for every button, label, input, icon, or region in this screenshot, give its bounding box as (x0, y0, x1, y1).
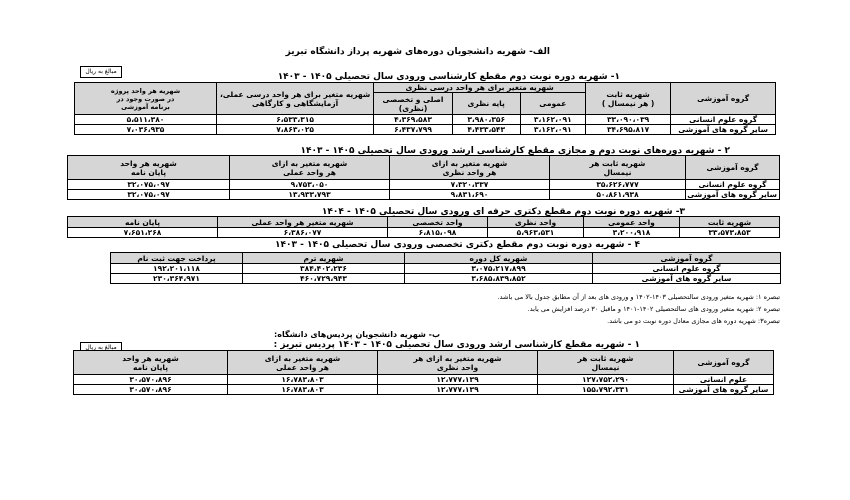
s2-row1-thesis: ۳۲،۰۷۵،۰۹۷ (68, 180, 230, 190)
s3-row-thesis: ۷،۶۵۱،۲۶۸ (68, 228, 218, 238)
s1-row1-practical: ۶،۵۳۳،۳۱۵ (217, 115, 374, 125)
s3-row-fixed: ۳۳،۵۷۳،۸۵۳ (680, 228, 780, 238)
sb-row2-group: سایر گروه های آموزشی (674, 385, 774, 395)
s3-row-theory: ۵،۹۶۳،۵۳۱ (488, 228, 584, 238)
note-1: تبصره ۱: شهریه متغیر ورودی سالتحصیلی ۱۴۰۳-۱۴۰۲ و ورودی های بعد از آن مطابق جدول بالا می باشد. (497, 293, 780, 301)
page-title: الف- شهریه دانشجویان دوره‌های شهریه پرداز دانشگاه تبریز (285, 47, 550, 57)
s2-row2-practical: ۱۳،۹۳۳،۷۹۳ (230, 190, 390, 200)
table-row (111, 274, 781, 284)
s4-header-group: گروه آموزشی (593, 253, 781, 264)
section3-table (67, 216, 780, 238)
s3-header-thesis: پایان نامه (68, 217, 218, 228)
s4-row1-registration: ۱۹۲،۲۰۱،۱۱۸ (111, 264, 243, 274)
s4-row1-total: ۳،۰۷۵،۲۱۷،۸۹۹ (405, 264, 593, 274)
s4-row2-term: ۴۶۰،۷۲۹،۹۴۳ (243, 274, 405, 284)
table-row (68, 228, 780, 238)
s2-header-thesis: شهریه هر واحد پایان نامه (68, 156, 230, 180)
sb-row1-fixed: ۱۲۷،۷۵۲،۲۹۰ (538, 375, 674, 385)
s1-row2-general: ۳،۱۶۲،۰۹۱ (520, 125, 586, 135)
s2-row2-thesis: ۳۲،۰۷۵،۰۹۷ (68, 190, 230, 200)
s1-header-fixed: شهریه ثابت ( هر نیمسال ) (586, 83, 671, 115)
s2-header-practical: شهریه متغیر به ازای هر واحد عملی (230, 156, 390, 180)
s1-row1-group: گروه علوم انسانی (671, 115, 776, 125)
sb-row1-practical: ۱۶،۷۸۳،۸۰۳ (228, 375, 378, 385)
table-row (75, 115, 776, 125)
sectionB-heading: ب- شهریه دانشجویان پردیس‌های دانشگاه: (274, 330, 440, 339)
table-row (68, 190, 780, 200)
amount-unit-label-bottom: مبالغ به ریال (80, 342, 122, 354)
section3-title: ۳- شهریه دوره نوبت دوم مقطع دکتری حرفه ای ورودی سال تحصیلی ۱۴۰۵ - ۱۴۰۴ (321, 207, 685, 217)
s3-row-general: ۳،۲۰۰،۹۱۸ (584, 228, 680, 238)
sb-header-practical: شهریه متغیر به ازای هر واحد عملی (228, 351, 378, 375)
s4-row1-group: گروه علوم انسانی (593, 264, 781, 274)
s1-header-variable-course: شهریه متغیر برای هر واحد درسی نظری (374, 83, 586, 93)
s1-row1-fixed: ۳۳،۰۹۰،۰۳۹ (586, 115, 671, 125)
s3-row-core: ۶،۸۱۵،۰۹۸ (388, 228, 488, 238)
s2-header-group: گروه آموزشی (686, 156, 780, 180)
sectionB-table (73, 350, 774, 395)
s4-header-registration: پرداخت جهت ثبت نام (111, 253, 243, 264)
sb-row1-group: علوم انسانی (674, 375, 774, 385)
s1-row1-basic: ۳،۹۸۰،۳۵۶ (452, 115, 520, 125)
s1-row2-core: ۶،۴۳۷،۷۹۹ (374, 125, 453, 135)
s3-header-core: واحد تخصصی (388, 217, 488, 228)
s1-row1-general: ۳،۱۶۲،۰۹۱ (520, 115, 586, 125)
s1-header-project: شهریه هر واحد پروژه در صورت وجود در برنامه آموزشی (75, 83, 217, 115)
sb-row1-thesis: ۳۰،۵۷۰،۸۹۶ (74, 375, 228, 385)
s3-header-general: واحد عمومی (584, 217, 680, 228)
s1-row1-project: ۵،۵۱۱،۳۸۰ (75, 115, 217, 125)
note-2: تبصره ۲: شهریه متغیر ورودی های سالتحصیلی ۱۴۰۲-۱۴۰۱ و ماقبل ۳۰ درصد افزایش می یابد. (527, 305, 780, 313)
s2-row1-group: گروه علوم انسانی (686, 180, 780, 190)
s2-row2-fixed: ۵۰،۸۶۱،۹۳۸ (550, 190, 686, 200)
s1-row2-basic: ۴،۴۳۳،۵۴۳ (452, 125, 520, 135)
section1-table (74, 82, 776, 135)
table-row (68, 180, 780, 190)
s3-header-fixed: شهریه ثابت (680, 217, 780, 228)
s2-row2-theory: ۹،۸۳۱،۶۹۰ (390, 190, 550, 200)
s4-header-term: شهریه ترم (243, 253, 405, 264)
table-row (74, 375, 774, 385)
s3-row-practical: ۶،۳۸۶،۰۷۷ (218, 228, 388, 238)
s2-row1-fixed: ۳۵،۶۲۶،۷۷۷ (550, 180, 686, 190)
s2-header-fixed: شهریه ثابت هر نیمسال (550, 156, 686, 180)
section4-table (110, 252, 781, 284)
s1-header-practical: شهریه متغیر برای هر واحد درسی عملی، آزمایشگاهی و کارگاهی (217, 83, 374, 115)
table-row (74, 385, 774, 395)
s1-row2-project: ۷،۰۳۶،۹۳۵ (75, 125, 217, 135)
sb-row2-theory: ۱۲،۷۷۷،۱۳۹ (378, 385, 538, 395)
note-3: تبصره۳: شهریه دوره های مجازی معادل دوره نوبت دو می باشد. (607, 317, 780, 325)
section4-title: ۴ - شهریه دوره نوبت دوم مقطع دکتری تخصصی ورودی سال تحصیلی ۱۴۰۵ - ۱۴۰۳ (274, 240, 640, 250)
s3-header-practical: شهریه متغیر هر واحد عملی (218, 217, 388, 228)
s1-row2-practical: ۷،۸۶۳،۰۲۵ (217, 125, 374, 135)
s1-row1-core: ۴،۳۶۹،۵۸۳ (374, 115, 453, 125)
sb-header-theory: شهریه متغیر به ازای هر واحد نظری (378, 351, 538, 375)
sb-row2-thesis: ۳۰،۵۷۰،۸۹۶ (74, 385, 228, 395)
sb-header-thesis: شهریه هر واحد پایان نامه (74, 351, 228, 375)
sb-header-group: گروه آموزشی (674, 351, 774, 375)
sb-header-fixed: شهریه ثابت هر نیمسال (538, 351, 674, 375)
section2-title: ۲ - شهریه دوره‌های نوبت دوم و مجازی مقطع کارشناسی ارشد ورودی سال تحصیلی ۱۴۰۵ - ۱۴۰۳ (300, 146, 730, 156)
table-row (111, 264, 781, 274)
section2-table (67, 155, 780, 200)
s4-header-total: شهریه کل دوره (405, 253, 593, 264)
s3-header-theory: واحد نظری (488, 217, 584, 228)
sb-row2-fixed: ۱۵۵،۷۹۲،۳۳۱ (538, 385, 674, 395)
s2-row1-practical: ۹،۷۵۳،۰۵۰ (230, 180, 390, 190)
s2-row2-group: سایر گروه های آموزشی (686, 190, 780, 200)
section1-title: ۱- شهریه دوره نوبت دوم مقطع کارشناسی ورودی سال تحصیلی ۱۴۰۵ - ۱۴۰۳ (277, 72, 620, 82)
sb-row1-theory: ۱۲،۷۷۷،۱۳۹ (378, 375, 538, 385)
s4-row2-group: سایر گروه های آموزشی (593, 274, 781, 284)
amount-unit-label-top: مبالغ به ریال (80, 66, 122, 78)
sb-row2-practical: ۱۶،۷۸۳،۸۰۳ (228, 385, 378, 395)
s4-row1-term: ۳۸۴،۴۰۲،۲۳۶ (243, 264, 405, 274)
s1-row2-fixed: ۳۴،۶۹۵،۸۱۷ (586, 125, 671, 135)
s1-header-core: اصلی و تخصصی (نظری) (374, 93, 453, 115)
s2-row1-theory: ۷،۳۲۰،۳۳۷ (390, 180, 550, 190)
table-row (75, 125, 776, 135)
s2-header-theory: شهریه متغیر به ازای هر واحد نظری (390, 156, 550, 180)
s4-row2-registration: ۲۳۰،۳۶۴،۹۷۱ (111, 274, 243, 284)
s1-row2-group: سایر گروه های آموزشی (671, 125, 776, 135)
s1-header-general: عمومی (520, 93, 586, 115)
sectionB-title: ۱ - شهریه مقطع کارشناسی ارشد ورودی سال تحصیلی ۱۴۰۵ - ۱۴۰۳ پردیس تبریز : (273, 340, 640, 350)
s1-header-basic: پایه نظری (452, 93, 520, 115)
s1-header-group: گروه آموزشی (671, 83, 776, 115)
s4-row2-total: ۳،۶۸۵،۸۳۹،۸۵۲ (405, 274, 593, 284)
